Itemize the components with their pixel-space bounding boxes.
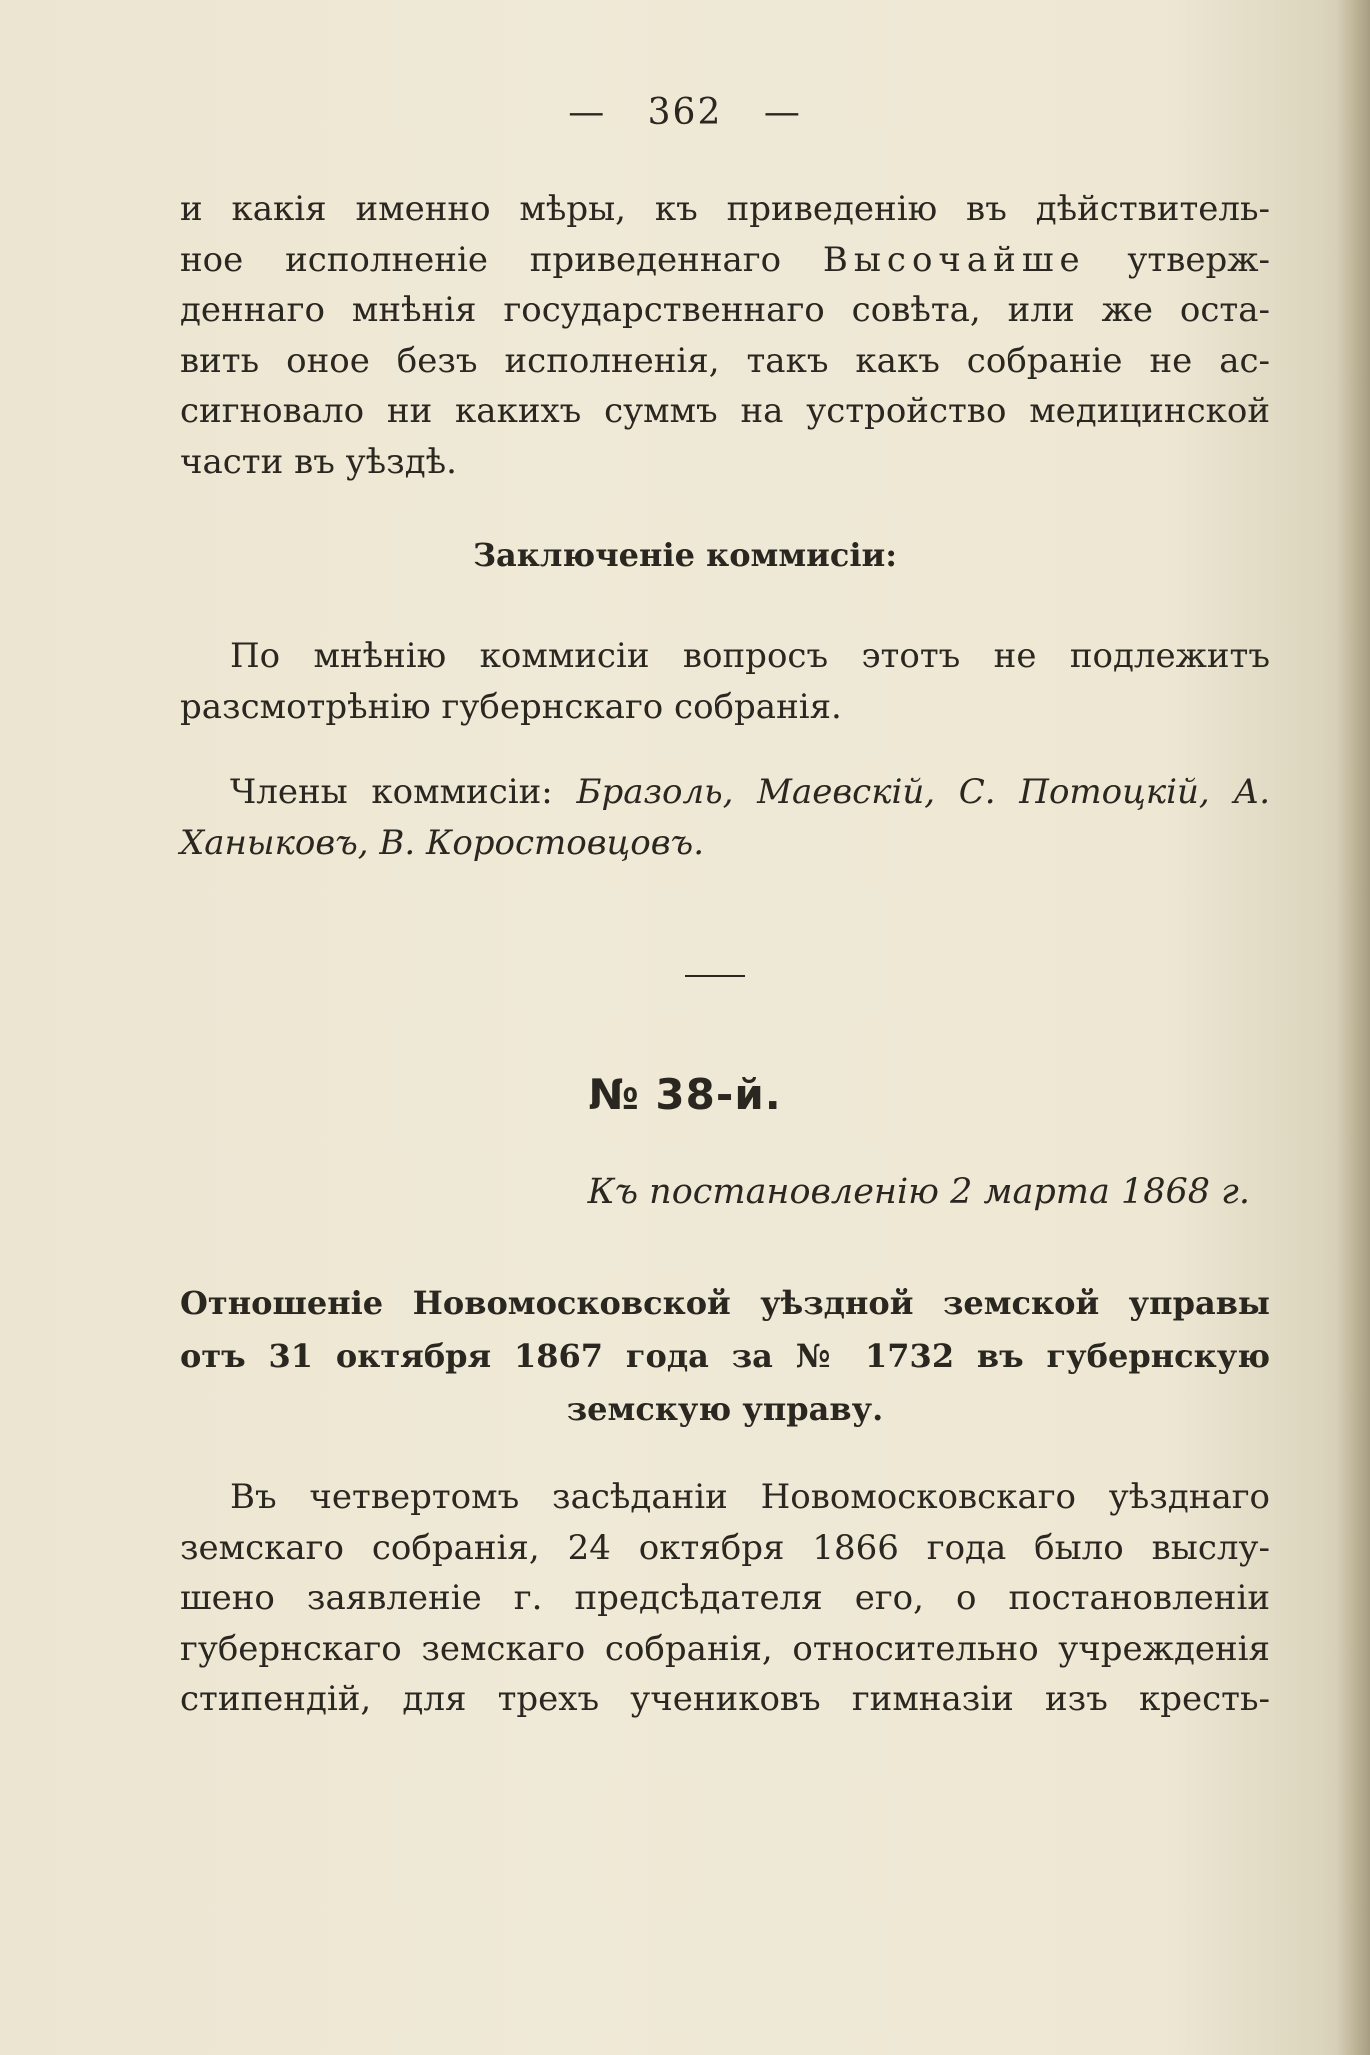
paragraph-1-line-4: вить оное безъ исполненія, такъ какъ собраніе не ас-: [180, 340, 1270, 381]
members-block: [180, 767, 1270, 868]
paragraph-2-line-2: разсмотрѣнію губернскаго собранія.: [180, 686, 842, 727]
document-title: Отношеніе Новомосковской уѣздной земской управы отъ 31 октября 1867 года за № 1732 въ губернскую земскую управу.: [180, 1284, 1270, 1428]
commission-heading: Заключеніе коммисіи:: [472, 536, 898, 574]
paragraph-1-spaced-word: Высочайше: [822, 239, 1086, 280]
paragraph-1-line-5: сигновало ни какихъ суммъ на устройство медицинской: [180, 391, 1270, 431]
paragraph-1-line-2-start: ное исполненіе приведеннаго: [180, 239, 823, 280]
paragraph-3-line-1: Въ четвертомъ засѣданіи Новомосковскаго уѣзднаго: [230, 1477, 1270, 1517]
paragraph-1: [180, 184, 1270, 487]
members-names-2: Ханыковъ, В. Коростовцовъ.: [180, 822, 705, 863]
paragraph-3-line-4: губернскаго земскаго собранія, относительно учрежденія: [180, 1628, 1270, 1669]
page-number-dash-right: —: [763, 92, 802, 133]
paragraph-2: [180, 631, 1270, 732]
members-names-1: Бразоль, Маевскій, С. Потоцкій, А.: [576, 772, 1271, 812]
paragraph-1-line-2-end: утверж-: [1085, 239, 1271, 280]
members-label: Члены коммисіи:: [230, 772, 553, 812]
paragraph-3-line-5: стипендій, для трехъ учениковъ гимназіи изъ кресть-: [180, 1679, 1270, 1719]
resolution-reference: Къ постановленію 2 марта 1868 г.: [587, 1172, 1250, 1212]
paragraph-3: [180, 1472, 1270, 1725]
paragraph-1-line-6: части въ уѣздѣ.: [180, 441, 457, 482]
binding-edge: [1336, 0, 1370, 2055]
section-divider: [685, 975, 745, 977]
section-number: № 38-й.: [588, 1070, 782, 1119]
paragraph-3-line-2: земскаго собранія, 24 октября 1866 года было выслу-: [180, 1527, 1270, 1568]
members-line-1: [180, 767, 1270, 818]
paragraph-1-line-1: и какія именно мѣры, къ приведенію въ дѣйствитель-: [180, 189, 1270, 229]
page-number-dash-left: —: [568, 92, 607, 133]
page-number: [0, 92, 1370, 133]
paragraph-2-line-1: По мнѣнію коммисіи вопросъ этотъ не подлежитъ: [230, 636, 1270, 676]
paragraph-3-line-3: шено заявленіе г. предсѣдателя его, о постановленіи: [180, 1578, 1270, 1618]
page-number-value: 362: [647, 92, 723, 133]
paragraph-1-line-3: деннаго мнѣнія государственнаго совѣта, или же оста-: [180, 290, 1270, 330]
paragraph-1-line-2: [180, 235, 1270, 286]
